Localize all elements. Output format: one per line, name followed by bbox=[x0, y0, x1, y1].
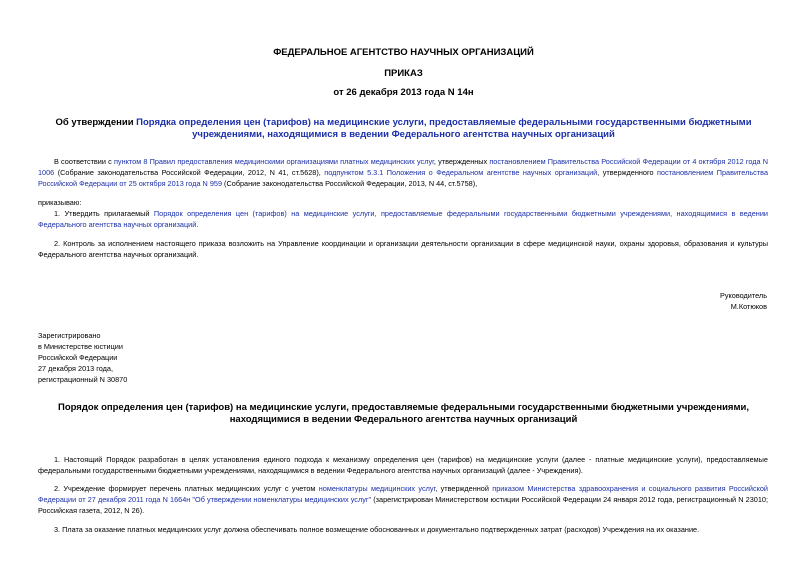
signature-block bbox=[720, 290, 767, 312]
preamble-text-3: (Собрание законодательства Российской Федерации, 2012, N 41, ст.5628), bbox=[54, 168, 325, 177]
item-1 bbox=[38, 208, 768, 230]
preamble-paragraph bbox=[38, 156, 768, 189]
procedure-p2-text-1: 2. Учреждение формирует перечень платных медицинских услуг с учетом bbox=[54, 484, 319, 493]
doc-date: от 26 декабря 2013 года N 14н bbox=[333, 87, 474, 98]
procedure-p2-text-2: , утвержденной bbox=[435, 484, 493, 493]
agency-heading: ФЕДЕРАЛЬНОЕ АГЕНТСТВО НАУЧНЫХ ОРГАНИЗАЦИЙ bbox=[273, 47, 534, 58]
registration-line: Зарегистрировано bbox=[38, 331, 101, 340]
doc-type-heading: ПРИКАЗ bbox=[384, 68, 423, 79]
item-1-text: 1. Утвердить прилагаемый bbox=[54, 209, 154, 218]
preamble-link-decree-959[interactable]: постановлением Правительства Российской Федерации от 25 октября 2013 года N 959 bbox=[38, 168, 769, 188]
preamble-text-4: , утвержденного bbox=[597, 168, 657, 177]
signature-name: М.Котюков bbox=[730, 302, 767, 311]
order-title bbox=[35, 117, 772, 141]
preamble-link-regulation[interactable]: подпунктом 5.3.1 Положения о Федеральном агентстве научных организаций bbox=[324, 168, 598, 177]
preamble-link-decree-1006[interactable]: постановлением Правительства Российской Федерации от 4 октября 2012 года N 1006 bbox=[38, 157, 769, 177]
item-2: 2. Контроль за исполнением настоящего приказа возложить на Управление координации и организации деятельности организации в сфере медицинской науки, охраны здоровья, образования и культуры Федерального агентства научных организаций. bbox=[38, 239, 768, 259]
order-title-prefix: Об утверждении bbox=[55, 117, 137, 128]
registration-block bbox=[38, 330, 127, 385]
registration-line: 27 декабря 2013 года, bbox=[38, 364, 114, 373]
procedure-p2-text-3: (зарегистрирован Министерством юстиции Российской Федерации 24 января 2012 года, регистрационный N 23010; Российская газета, 2012, N 26). bbox=[38, 495, 768, 515]
item-1-procedure-link[interactable]: Порядок определения цен (тарифов) на медицинские услуги, предоставляемые федеральными государственными бюджетными учреждениями, находящимися в ведении Федерального агентства научных организаций bbox=[38, 209, 768, 229]
procedure-paragraph-2 bbox=[38, 483, 768, 516]
preamble-text-1: В соответствии с bbox=[54, 157, 114, 166]
registration-line: Российской Федерации bbox=[38, 353, 118, 362]
preamble-link-rules[interactable]: пунктом 8 Правил предоставления медицинскими организациями платных медицинских услуг bbox=[113, 157, 434, 166]
item-1-text-end: . bbox=[196, 220, 199, 229]
preamble-text-2: , утвержденных bbox=[433, 157, 490, 166]
procedure-paragraph-1: 1. Настоящий Порядок разработан в целях установления единого подхода к механизму определения цен (тарифов) на медицинские услуги (далее - платные медицинские услуги), предоставляемые федеральными государственными бюджетными учреждениями, находящимися в ведении Федерального агентства научных организаций (далее - Учреждения). bbox=[38, 455, 768, 475]
procedure-p2-link-nomenclature[interactable]: номенклатуры медицинских услуг bbox=[318, 484, 436, 493]
procedure-p2-link-order-1664n[interactable]: приказом Министерства здравоохранения и социального развития Российской Федерации от 27 декабря 2011 года N 1664н "Об утверждении номенклатуры медицинских услуг" bbox=[38, 484, 769, 504]
orders-word: приказываю: bbox=[38, 198, 82, 207]
order-title-link[interactable]: Порядка определения цен (тарифов) на медицинские услуги, предоставляемые федеральными государственными бюджетными учреждениями, находящимися в ведении Федерального агентства научных организаций bbox=[136, 117, 752, 140]
registration-line: регистрационный N 30870 bbox=[38, 375, 128, 384]
signature-role: Руководитель bbox=[719, 291, 767, 300]
registration-line: в Министерстве юстиции bbox=[38, 342, 123, 351]
procedure-paragraph-3: 3. Плата за оказание платных медицинских услуг должна обеспечивать полное возмещение обоснованных и документально подтвержденных затрат (расходов) Учреждения на их оказание. bbox=[54, 525, 700, 534]
procedure-title: Порядок определения цен (тарифов) на медицинские услуги, предоставляемые федеральными государственными бюджетными учреждениями, находящимися в ведении Федерального агентства научных организаций bbox=[58, 402, 749, 425]
preamble-text-5: (Собрание законодательства Российской Федерации, 2013, N 44, ст.5758), bbox=[222, 179, 478, 188]
